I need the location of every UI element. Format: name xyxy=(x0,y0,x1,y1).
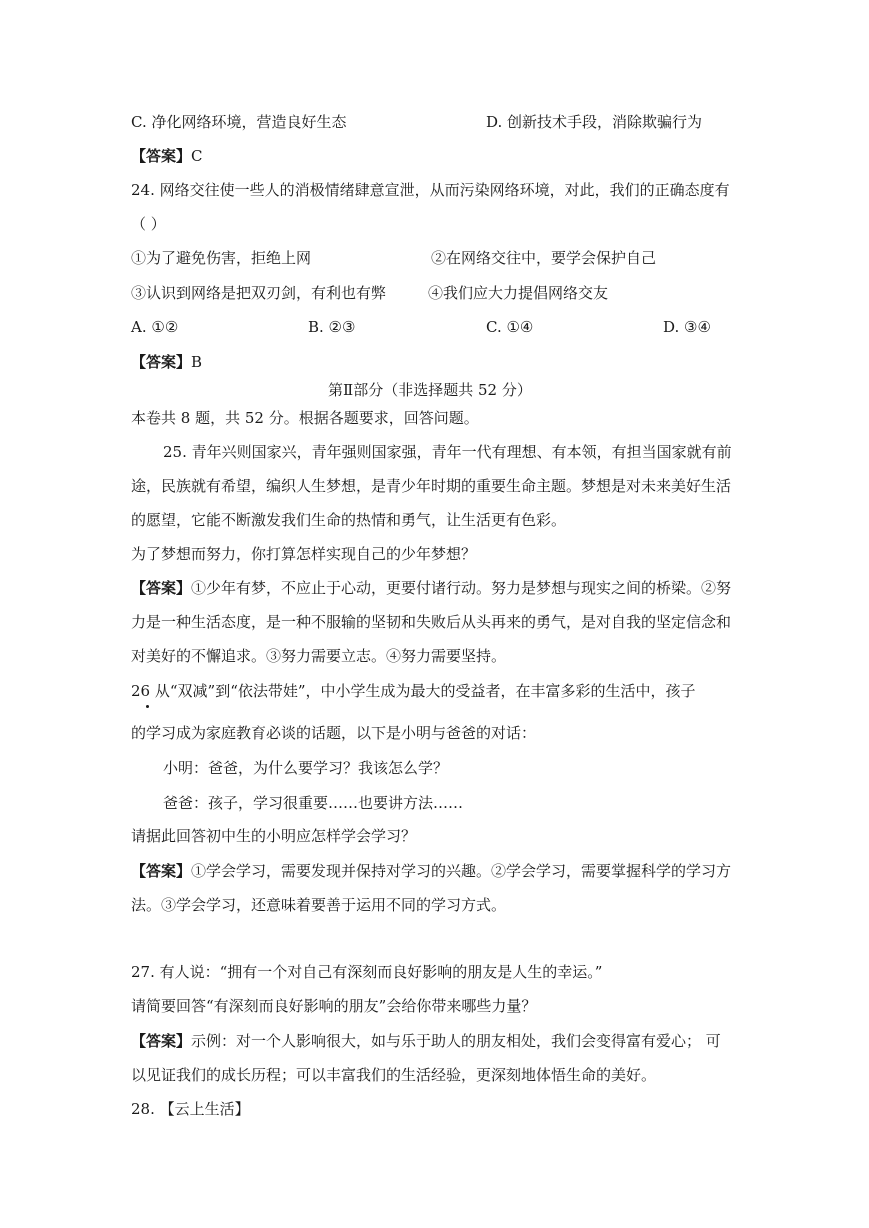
q25-answer-line-3: 对美好的不懈追求。③努力需要立志。④努力需要坚持。 xyxy=(131,647,507,665)
part2-intro: 本卷共 8 题，共 52 分。根据各题要求，回答问题。 xyxy=(131,409,479,427)
answer-label: 【答案】 xyxy=(131,579,192,597)
answer-label: 【答案】 xyxy=(131,353,192,371)
q24-option-b: B. ②③ xyxy=(308,318,356,336)
q23-answer xyxy=(131,146,203,166)
q24-stem-line-1: 24. 网络交往使一些人的消极情绪肆意宣泄，从而污染网络环境，对此，我们的正确态度有 xyxy=(131,181,730,199)
q27-answer-line-2: 以见证我们的成长历程；可以丰富我们的生活经验，更深刻地体悟生命的美好。 xyxy=(131,1066,657,1084)
q25-answer-line-2: 力是一种生活态度，是一种不服输的坚韧和失败后从头再来的勇气，是对自我的坚定信念和 xyxy=(131,613,732,631)
q24-stem-line-2: （ ） xyxy=(131,215,166,233)
q26-answer-line-1 xyxy=(131,861,731,881)
answer-value: B xyxy=(191,353,203,371)
q27-line-1: 27. 有人说：“拥有一个对自己有深刻而良好影响的朋友是人生的幸运。” xyxy=(131,963,603,981)
q24-statement-3: ③认识到网络是把双刃剑，有利也有弊 xyxy=(131,284,387,302)
q24-statement-4: ④我们应大力提倡网络交友 xyxy=(428,284,609,302)
q26-emphasis-dot xyxy=(146,705,149,708)
q26-dialogue-father: 爸爸：孩子，学习很重要……也要讲方法…… xyxy=(163,794,464,812)
q25-answer-line-1 xyxy=(131,578,731,598)
answer-label: 【答案】 xyxy=(131,147,192,165)
answer-text: ①学会学习，需要发现并保持对学习的兴趣。②学会学习，需要掌握科学的学习方 xyxy=(191,862,732,880)
q26-question: 请据此回答初中生的小明应怎样学会学习？ xyxy=(131,827,417,845)
q24-answer xyxy=(131,352,202,372)
q26-dialogue-xiaoming: 小明：爸爸，为什么要学习？我该怎么学？ xyxy=(163,759,449,777)
answer-text: 示例：对一个人影响很大，如与乐于助人的朋友相处，我们会变得富有爱心； 可 xyxy=(191,1032,721,1050)
q23-option-d: D. 创新技术手段，消除欺骗行为 xyxy=(486,113,703,131)
answer-label: 【答案】 xyxy=(131,862,192,880)
answer-text: ①少年有梦，不应止于心动，更要付诸行动。努力是梦想与现实之间的桥梁。②努 xyxy=(191,579,732,597)
q25-line-3: 的愿望，它能不断激发我们生命的热情和勇气，让生活更有色彩。 xyxy=(131,511,567,529)
q24-option-a: A. ①② xyxy=(131,318,179,336)
q24-option-c: C. ①④ xyxy=(486,318,534,336)
q24-statement-1: ①为了避免伤害，拒绝上网 xyxy=(131,249,312,267)
q25-line-2: 途，民族就有希望，编织人生梦想，是青少年时期的重要生命主题。梦想是对未来美好生活 xyxy=(131,477,732,495)
q27-question: 请简要回答“有深刻而良好影响的朋友”会给你带来哪些力量？ xyxy=(131,997,537,1015)
answer-label: 【答案】 xyxy=(131,1032,192,1050)
part2-heading: 第Ⅱ部分（非选择题共 52 分） xyxy=(328,381,532,399)
q23-option-c: C. 净化网络环境，营造良好生态 xyxy=(131,113,347,131)
q26-answer-line-2: 法。③学会学习，还意味着要善于运用不同的学习方式。 xyxy=(131,896,507,914)
q24-option-d: D. ③④ xyxy=(663,318,711,336)
q25-question: 为了梦想而努力，你打算怎样实现自己的少年梦想？ xyxy=(131,545,477,563)
q27-answer-line-1 xyxy=(131,1031,721,1051)
q28-line: 28. 【云上生活】 xyxy=(131,1100,250,1118)
q26-line-1: 26 从“双减”到“依法带娃”，中小学生成为最大的受益者，在丰富多彩的生活中，孩子 xyxy=(131,682,696,700)
answer-value: C xyxy=(191,147,203,165)
q26-line-2: 的学习成为家庭教育必谈的话题，以下是小明与爸爸的对话： xyxy=(131,724,537,742)
q25-line-1: 25. 青年兴则国家兴，青年强则国家强，青年一代有理想、有本领，有担当国家就有前 xyxy=(163,443,732,461)
q24-statement-2: ②在网络交往中，要学会保护自己 xyxy=(431,249,657,267)
